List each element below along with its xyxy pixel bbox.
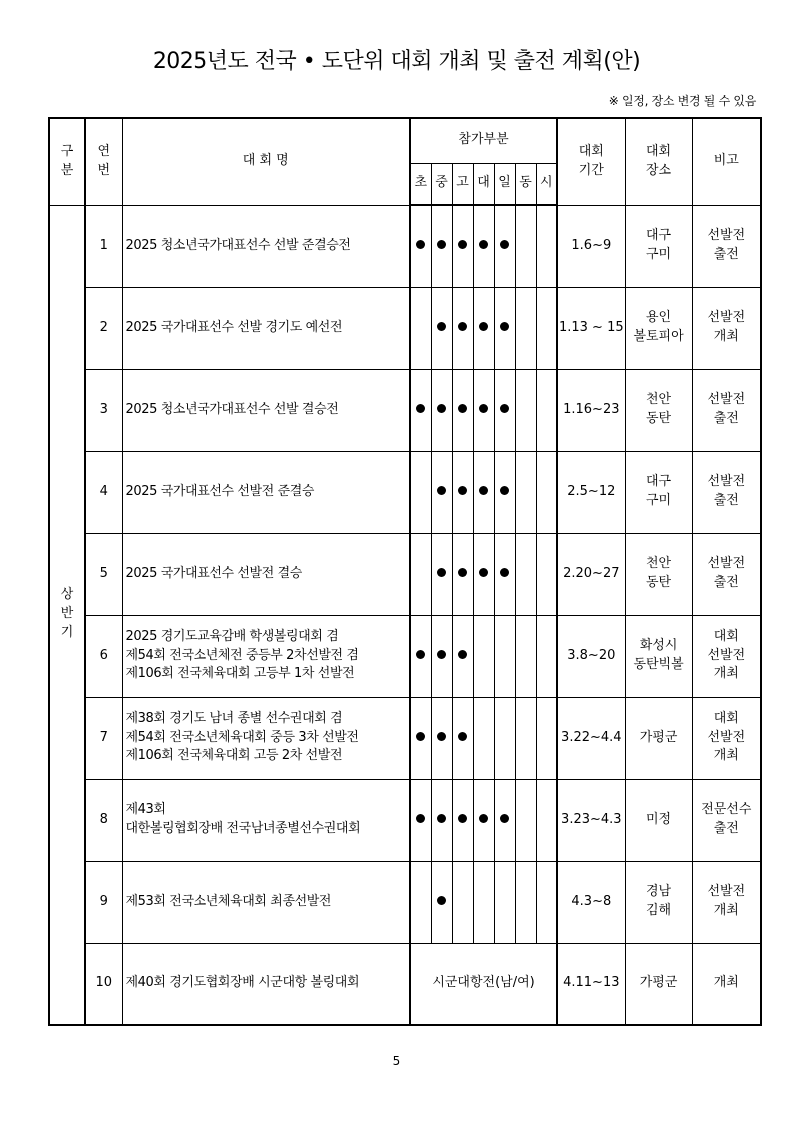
row-number: 3 [85,369,122,451]
participation-cell [473,205,494,287]
competition-name: 2025 국가대표선수 선발전 결승 [122,533,410,615]
schedule-change-note: ※ 일정, 장소 변경 될 수 있음 [608,94,756,108]
participation-cell [431,451,452,533]
participation-cell [410,615,431,697]
participation-cell [452,533,473,615]
competition-remarks: 선발전 출전 [692,369,761,451]
competition-venue: 대구 구미 [625,451,692,533]
participation-cell [431,615,452,697]
participation-cell [536,615,557,697]
competition-remarks: 개최 [692,943,761,1025]
participation-cell [515,861,536,943]
participation-cell [410,533,431,615]
participation-cell [515,287,536,369]
page-title: 2025년도 전국 • 도단위 대회 개최 및 출전 계획(안) [152,49,641,74]
competition-period: 1.16~23 [557,369,625,451]
participation-cell [494,697,515,779]
row-number: 8 [85,779,122,861]
header-division-1: 중 [431,163,452,205]
participation-cell [515,697,536,779]
participation-cell [473,615,494,697]
competition-period: 3.23~4.3 [557,779,625,861]
participation-cell [536,451,557,533]
participation-cell [473,287,494,369]
competition-venue: 천안 동탄 [625,533,692,615]
participation-dot-icon [437,240,446,249]
participation-dot-icon [416,814,425,823]
competition-period: 1.13 ~ 15 [557,287,625,369]
header-division-6: 시 [536,163,557,205]
competition-name: 2025 국가대표선수 선발전 준결승 [122,451,410,533]
participation-cell [410,287,431,369]
participation-cell [494,861,515,943]
participation-cell [473,697,494,779]
participation-cell [431,697,452,779]
participation-cell [515,779,536,861]
participation-cell [452,779,473,861]
competition-remarks: 선발전 출전 [692,533,761,615]
table-body [49,205,761,1025]
competition-remarks: 대회 선발전 개최 [692,615,761,697]
participation-cell [473,369,494,451]
header-remarks: 비고 [692,118,761,205]
participation-cell [431,205,452,287]
participation-dot-icon [437,650,446,659]
participation-cell [515,615,536,697]
header-participation: 참가부분 [410,118,557,163]
participation-cell [473,451,494,533]
participation-cell [494,451,515,533]
header-number: 연 번 [85,118,122,205]
participation-cell [452,287,473,369]
competition-venue: 가평군 [625,943,692,1025]
row-number: 5 [85,533,122,615]
row-number: 1 [85,205,122,287]
participation-dot-icon [458,240,467,249]
competition-name: 2025 경기도교육감배 학생볼링대회 겸 제54회 전국소년체전 중등부 2차선발전 겸 제106회 전국체육대회 고등부 1차 선발전 [122,615,410,697]
participation-dot-icon [458,568,467,577]
participation-cell [536,369,557,451]
competition-remarks: 선발전 개최 [692,287,761,369]
participation-cell [536,205,557,287]
participation-dot-icon [479,240,488,249]
table-row [49,615,761,697]
competition-name: 제53회 전국소년체육대회 최종선발전 [122,861,410,943]
participation-cell [515,369,536,451]
participation-dot-icon [437,486,446,495]
participation-dot-icon [479,404,488,413]
competition-venue: 미정 [625,779,692,861]
participation-cell [473,779,494,861]
merged-participation: 시군대항전(남/여) [410,943,557,1025]
participation-cell [410,205,431,287]
competition-name: 제38회 경기도 남녀 종별 선수권대회 겸 제54회 전국소년체육대회 중등 3차 선발전 제106회 전국체육대회 고등 2차 선발전 [122,697,410,779]
table-row [49,779,761,861]
table-row [49,287,761,369]
participation-cell [431,861,452,943]
table-row [49,205,761,287]
participation-dot-icon [500,568,509,577]
participation-cell [515,533,536,615]
header-division-2: 고 [452,163,473,205]
competition-period: 1.6~9 [557,205,625,287]
participation-dot-icon [458,650,467,659]
participation-dot-icon [500,814,509,823]
participation-cell [494,779,515,861]
participation-cell [494,615,515,697]
section-label: 상 반 기 [49,205,85,1025]
table-row [49,451,761,533]
participation-dot-icon [458,732,467,741]
header-division-5: 동 [515,163,536,205]
participation-cell [536,697,557,779]
competition-venue: 용인 볼토피아 [625,287,692,369]
competition-plan-table [48,117,762,1026]
page-number: 5 [392,1054,401,1068]
participation-cell [452,615,473,697]
participation-dot-icon [479,568,488,577]
table-row [49,369,761,451]
competition-venue: 화성시 동탄빅볼 [625,615,692,697]
competition-period: 3.22~4.4 [557,697,625,779]
competition-remarks: 전문선수 출전 [692,779,761,861]
participation-cell [536,861,557,943]
row-number: 2 [85,287,122,369]
participation-cell [494,369,515,451]
table-row [49,697,761,779]
participation-cell [536,533,557,615]
participation-cell [452,861,473,943]
participation-cell [536,287,557,369]
participation-cell [431,369,452,451]
table-row [49,943,761,1025]
participation-cell [473,861,494,943]
competition-venue: 천안 동탄 [625,369,692,451]
participation-dot-icon [458,486,467,495]
competition-name: 제43회 대한볼링협회장배 전국남녀종별선수권대회 [122,779,410,861]
competition-name: 2025 청소년국가대표선수 선발 결승전 [122,369,410,451]
participation-dot-icon [416,650,425,659]
competition-name: 2025 청소년국가대표선수 선발 준결승전 [122,205,410,287]
participation-dot-icon [500,240,509,249]
participation-cell [452,205,473,287]
participation-cell [410,779,431,861]
participation-dot-icon [458,814,467,823]
participation-dot-icon [479,814,488,823]
participation-cell [494,205,515,287]
header-division-0: 초 [410,163,431,205]
competition-venue: 대구 구미 [625,205,692,287]
participation-dot-icon [500,486,509,495]
table-row [49,861,761,943]
participation-dot-icon [416,240,425,249]
participation-dot-icon [458,322,467,331]
participation-dot-icon [458,404,467,413]
participation-cell [410,861,431,943]
participation-cell [494,287,515,369]
table-row [49,533,761,615]
participation-dot-icon [437,814,446,823]
row-number: 7 [85,697,122,779]
participation-cell [536,779,557,861]
competition-venue: 경남 김해 [625,861,692,943]
row-number: 10 [85,943,122,1025]
header-period: 대회 기간 [557,118,625,205]
row-number: 4 [85,451,122,533]
header-division-3: 대 [473,163,494,205]
participation-dot-icon [437,896,446,905]
header-division-4: 일 [494,163,515,205]
competition-period: 3.8~20 [557,615,625,697]
participation-dot-icon [437,322,446,331]
participation-cell [515,205,536,287]
competition-remarks: 선발전 출전 [692,451,761,533]
participation-dot-icon [416,732,425,741]
participation-cell [410,369,431,451]
participation-dot-icon [416,404,425,413]
competition-venue: 가평군 [625,697,692,779]
participation-cell [452,697,473,779]
competition-name: 제40회 경기도협회장배 시군대항 볼링대회 [122,943,410,1025]
row-number: 6 [85,615,122,697]
participation-dot-icon [437,568,446,577]
header-venue: 대회 장소 [625,118,692,205]
competition-period: 4.11~13 [557,943,625,1025]
participation-cell [452,369,473,451]
competition-remarks: 선발전 개최 [692,861,761,943]
row-number: 9 [85,861,122,943]
header-name: 대 회 명 [122,118,410,205]
participation-cell [431,533,452,615]
participation-cell [410,451,431,533]
participation-cell [410,697,431,779]
participation-dot-icon [437,404,446,413]
participation-dot-icon [437,732,446,741]
participation-cell [431,287,452,369]
participation-dot-icon [500,322,509,331]
competition-remarks: 대회 선발전 개최 [692,697,761,779]
participation-cell [431,779,452,861]
header-category: 구 분 [49,118,85,205]
participation-dot-icon [479,486,488,495]
competition-remarks: 선발전 출전 [692,205,761,287]
competition-period: 2.20~27 [557,533,625,615]
competition-period: 2.5~12 [557,451,625,533]
header-row-top [49,118,761,163]
competition-period: 4.3~8 [557,861,625,943]
participation-cell [452,451,473,533]
participation-dot-icon [500,404,509,413]
participation-dot-icon [479,322,488,331]
participation-cell [473,533,494,615]
participation-cell [494,533,515,615]
competition-name: 2025 국가대표선수 선발 경기도 예선전 [122,287,410,369]
participation-cell [515,451,536,533]
